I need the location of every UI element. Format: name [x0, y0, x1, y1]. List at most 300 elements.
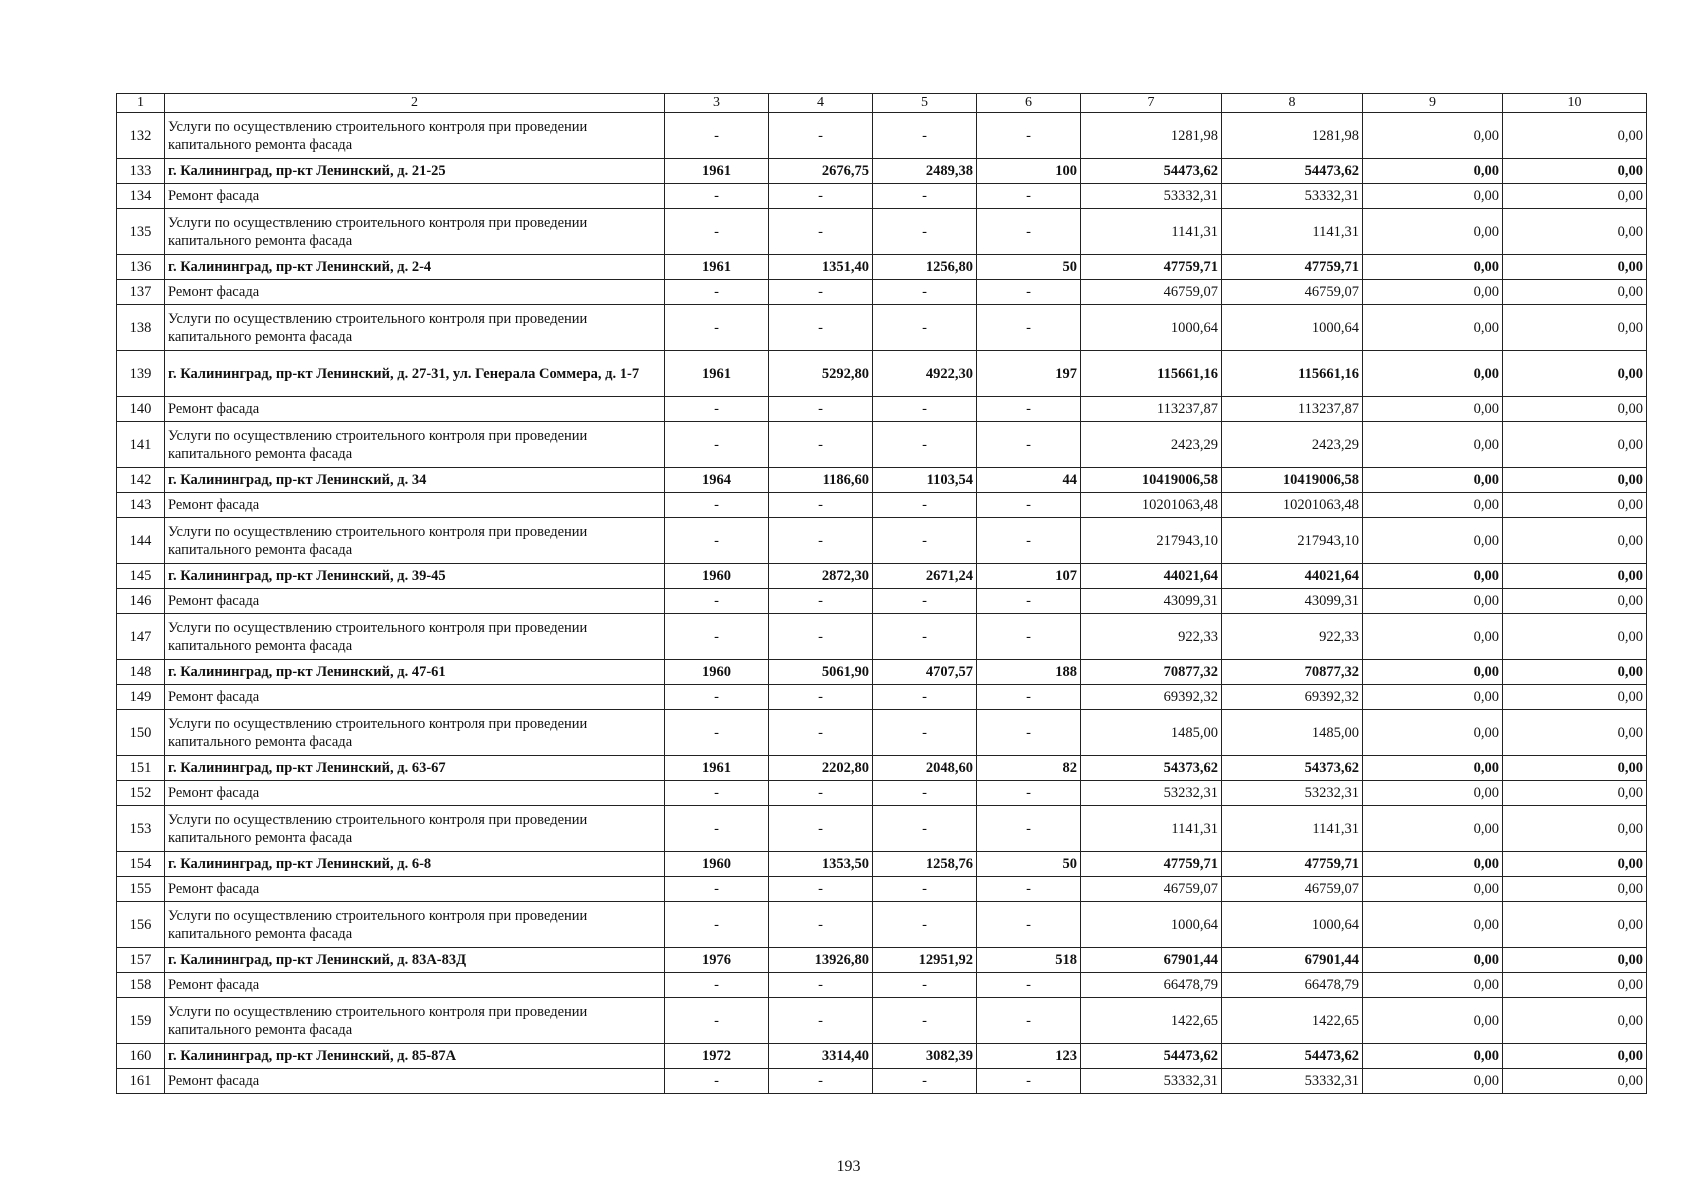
table-row	[117, 113, 1647, 159]
col8-cell: 2423,29	[1222, 422, 1363, 468]
year-cell: -	[665, 973, 769, 998]
col4-cell: 13926,80	[769, 948, 873, 973]
col10-cell: 0,00	[1503, 589, 1647, 614]
col6-cell: -	[977, 422, 1081, 468]
col8-cell: 1000,64	[1222, 902, 1363, 948]
col10-cell: 0,00	[1503, 806, 1647, 852]
col8-cell: 53332,31	[1222, 1069, 1363, 1094]
col8-cell: 1141,31	[1222, 806, 1363, 852]
name-cell: г. Калининград, пр-кт Ленинский, д. 21-25	[165, 159, 665, 184]
year-cell: -	[665, 305, 769, 351]
col6-cell: -	[977, 781, 1081, 806]
table-row	[117, 806, 1647, 852]
table-row	[117, 209, 1647, 255]
row-number-cell: 141	[117, 422, 165, 468]
col7-cell: 115661,16	[1081, 351, 1222, 397]
col9-cell: 0,00	[1363, 589, 1503, 614]
col10-cell: 0,00	[1503, 468, 1647, 493]
col5-cell: 12951,92	[873, 948, 977, 973]
col4-cell: -	[769, 518, 873, 564]
col6-cell: -	[977, 973, 1081, 998]
row-number-cell: 161	[117, 1069, 165, 1094]
page-number: 193	[836, 1158, 861, 1175]
col9-cell: 0,00	[1363, 1069, 1503, 1094]
year-cell: -	[665, 280, 769, 305]
year-cell: 1964	[665, 468, 769, 493]
name-cell: г. Калининград, пр-кт Ленинский, д. 83А-83Д	[165, 948, 665, 973]
table-row	[117, 756, 1647, 781]
col10-cell: 0,00	[1503, 948, 1647, 973]
col6-cell: -	[977, 877, 1081, 902]
col4-cell: -	[769, 685, 873, 710]
col6-cell: -	[977, 998, 1081, 1044]
col4-cell: -	[769, 806, 873, 852]
col9-cell: 0,00	[1363, 877, 1503, 902]
table-row	[117, 877, 1647, 902]
col5-cell: -	[873, 973, 977, 998]
col8-cell: 922,33	[1222, 614, 1363, 660]
col9-cell: 0,00	[1363, 184, 1503, 209]
name-cell: г. Калининград, пр-кт Ленинский, д. 2-4	[165, 255, 665, 280]
col6-cell: -	[977, 806, 1081, 852]
table-row	[117, 998, 1647, 1044]
col10-cell: 0,00	[1503, 852, 1647, 877]
col5-cell: -	[873, 209, 977, 255]
col4-cell: 2202,80	[769, 756, 873, 781]
col6-cell: 50	[977, 852, 1081, 877]
col5-cell: -	[873, 806, 977, 852]
col6-cell: 50	[977, 255, 1081, 280]
name-cell: г. Калининград, пр-кт Ленинский, д. 27-31, ул. Генерала Соммера, д. 1-7	[165, 351, 665, 397]
col4-cell: -	[769, 781, 873, 806]
col5-cell: -	[873, 493, 977, 518]
col5-cell: -	[873, 614, 977, 660]
col8-cell: 66478,79	[1222, 973, 1363, 998]
col7-cell: 1141,31	[1081, 806, 1222, 852]
col4-cell: -	[769, 589, 873, 614]
col4-cell: -	[769, 710, 873, 756]
year-cell: -	[665, 209, 769, 255]
year-cell: 1961	[665, 159, 769, 184]
col6-cell: -	[977, 589, 1081, 614]
col5-cell: -	[873, 305, 977, 351]
row-number-cell: 147	[117, 614, 165, 660]
year-cell: -	[665, 781, 769, 806]
col6-cell: -	[977, 685, 1081, 710]
col4-cell: 3314,40	[769, 1044, 873, 1069]
report-table	[116, 93, 1647, 1094]
col9-cell: 0,00	[1363, 614, 1503, 660]
col7-cell: 53332,31	[1081, 184, 1222, 209]
name-cell: г. Калининград, пр-кт Ленинский, д. 39-45	[165, 564, 665, 589]
col7-cell: 47759,71	[1081, 255, 1222, 280]
col10-cell: 0,00	[1503, 255, 1647, 280]
column-header: 8	[1222, 94, 1363, 113]
row-number-cell: 142	[117, 468, 165, 493]
name-cell: Услуги по осуществлению строительного контроля при проведении капитального ремонта фасада	[165, 209, 665, 255]
col5-cell: 2048,60	[873, 756, 977, 781]
name-cell: г. Калининград, пр-кт Ленинский, д. 63-67	[165, 756, 665, 781]
col8-cell: 1281,98	[1222, 113, 1363, 159]
column-header: 6	[977, 94, 1081, 113]
col4-cell: 2872,30	[769, 564, 873, 589]
column-header: 1	[117, 94, 165, 113]
col10-cell: 0,00	[1503, 902, 1647, 948]
col7-cell: 1422,65	[1081, 998, 1222, 1044]
name-cell: Ремонт фасада	[165, 685, 665, 710]
col5-cell: -	[873, 1069, 977, 1094]
name-cell: Услуги по осуществлению строительного контроля при проведении капитального ремонта фасада	[165, 113, 665, 159]
column-header: 2	[165, 94, 665, 113]
col10-cell: 0,00	[1503, 614, 1647, 660]
col10-cell: 0,00	[1503, 113, 1647, 159]
col10-cell: 0,00	[1503, 660, 1647, 685]
row-number-cell: 145	[117, 564, 165, 589]
row-number-cell: 152	[117, 781, 165, 806]
col7-cell: 113237,87	[1081, 397, 1222, 422]
col4-cell: -	[769, 902, 873, 948]
col5-cell: -	[873, 589, 977, 614]
col9-cell: 0,00	[1363, 280, 1503, 305]
table-row	[117, 660, 1647, 685]
year-cell: -	[665, 710, 769, 756]
name-cell: г. Калининград, пр-кт Ленинский, д. 47-61	[165, 660, 665, 685]
column-number-header-row	[117, 94, 1647, 113]
col5-cell: -	[873, 280, 977, 305]
col7-cell: 46759,07	[1081, 877, 1222, 902]
row-number-cell: 146	[117, 589, 165, 614]
col7-cell: 1141,31	[1081, 209, 1222, 255]
year-cell: -	[665, 998, 769, 1044]
table-row	[117, 564, 1647, 589]
col10-cell: 0,00	[1503, 756, 1647, 781]
table-row	[117, 184, 1647, 209]
col10-cell: 0,00	[1503, 518, 1647, 564]
col9-cell: 0,00	[1363, 113, 1503, 159]
table-row	[117, 422, 1647, 468]
table-row	[117, 159, 1647, 184]
name-cell: г. Калининград, пр-кт Ленинский, д. 6-8	[165, 852, 665, 877]
name-cell: Ремонт фасада	[165, 1069, 665, 1094]
col9-cell: 0,00	[1363, 468, 1503, 493]
col5-cell: -	[873, 184, 977, 209]
col8-cell: 10201063,48	[1222, 493, 1363, 518]
col7-cell: 66478,79	[1081, 973, 1222, 998]
col6-cell: -	[977, 113, 1081, 159]
row-number-cell: 154	[117, 852, 165, 877]
col10-cell: 0,00	[1503, 710, 1647, 756]
col4-cell: -	[769, 397, 873, 422]
col5-cell: -	[873, 998, 977, 1044]
row-number-cell: 137	[117, 280, 165, 305]
year-cell: 1972	[665, 1044, 769, 1069]
col4-cell: -	[769, 877, 873, 902]
col8-cell: 115661,16	[1222, 351, 1363, 397]
col7-cell: 217943,10	[1081, 518, 1222, 564]
year-cell: -	[665, 422, 769, 468]
col8-cell: 47759,71	[1222, 255, 1363, 280]
col8-cell: 53232,31	[1222, 781, 1363, 806]
col9-cell: 0,00	[1363, 710, 1503, 756]
col6-cell: -	[977, 493, 1081, 518]
year-cell: -	[665, 113, 769, 159]
row-number-cell: 139	[117, 351, 165, 397]
col8-cell: 53332,31	[1222, 184, 1363, 209]
col9-cell: 0,00	[1363, 660, 1503, 685]
col10-cell: 0,00	[1503, 781, 1647, 806]
col9-cell: 0,00	[1363, 948, 1503, 973]
col10-cell: 0,00	[1503, 685, 1647, 710]
col8-cell: 1485,00	[1222, 710, 1363, 756]
col8-cell: 54473,62	[1222, 1044, 1363, 1069]
col10-cell: 0,00	[1503, 1069, 1647, 1094]
year-cell: -	[665, 1069, 769, 1094]
col10-cell: 0,00	[1503, 877, 1647, 902]
year-cell: -	[665, 397, 769, 422]
name-cell: г. Калининград, пр-кт Ленинский, д. 85-87А	[165, 1044, 665, 1069]
table-row	[117, 902, 1647, 948]
col5-cell: -	[873, 518, 977, 564]
row-number-cell: 143	[117, 493, 165, 518]
col4-cell: -	[769, 998, 873, 1044]
row-number-cell: 150	[117, 710, 165, 756]
col4-cell: -	[769, 113, 873, 159]
row-number-cell: 153	[117, 806, 165, 852]
name-cell: Услуги по осуществлению строительного контроля при проведении капитального ремонта фасада	[165, 806, 665, 852]
year-cell: -	[665, 184, 769, 209]
col9-cell: 0,00	[1363, 973, 1503, 998]
col6-cell: -	[977, 397, 1081, 422]
col10-cell: 0,00	[1503, 397, 1647, 422]
col7-cell: 54473,62	[1081, 1044, 1222, 1069]
col5-cell: 1103,54	[873, 468, 977, 493]
name-cell: Услуги по осуществлению строительного контроля при проведении капитального ремонта фасада	[165, 710, 665, 756]
row-number-cell: 140	[117, 397, 165, 422]
col9-cell: 0,00	[1363, 209, 1503, 255]
col6-cell: -	[977, 902, 1081, 948]
col4-cell: -	[769, 280, 873, 305]
col7-cell: 54373,62	[1081, 756, 1222, 781]
col5-cell: 4707,57	[873, 660, 977, 685]
col9-cell: 0,00	[1363, 422, 1503, 468]
row-number-cell: 157	[117, 948, 165, 973]
col9-cell: 0,00	[1363, 255, 1503, 280]
table-row	[117, 305, 1647, 351]
col4-cell: -	[769, 422, 873, 468]
year-cell: 1961	[665, 756, 769, 781]
col8-cell: 46759,07	[1222, 877, 1363, 902]
col6-cell: -	[977, 710, 1081, 756]
col8-cell: 70877,32	[1222, 660, 1363, 685]
table-row	[117, 255, 1647, 280]
col7-cell: 1485,00	[1081, 710, 1222, 756]
col5-cell: -	[873, 685, 977, 710]
row-number-cell: 136	[117, 255, 165, 280]
col6-cell: -	[977, 184, 1081, 209]
row-number-cell: 138	[117, 305, 165, 351]
col9-cell: 0,00	[1363, 305, 1503, 351]
year-cell: 1976	[665, 948, 769, 973]
year-cell: -	[665, 589, 769, 614]
col9-cell: 0,00	[1363, 806, 1503, 852]
column-header: 9	[1363, 94, 1503, 113]
table-row	[117, 614, 1647, 660]
col9-cell: 0,00	[1363, 159, 1503, 184]
col7-cell: 53232,31	[1081, 781, 1222, 806]
col7-cell: 47759,71	[1081, 852, 1222, 877]
col9-cell: 0,00	[1363, 518, 1503, 564]
col8-cell: 10419006,58	[1222, 468, 1363, 493]
col4-cell: -	[769, 614, 873, 660]
col6-cell: 518	[977, 948, 1081, 973]
col8-cell: 43099,31	[1222, 589, 1363, 614]
table-row	[117, 973, 1647, 998]
col7-cell: 44021,64	[1081, 564, 1222, 589]
col7-cell: 54473,62	[1081, 159, 1222, 184]
name-cell: Услуги по осуществлению строительного контроля при проведении капитального ремонта фасада	[165, 998, 665, 1044]
col9-cell: 0,00	[1363, 1044, 1503, 1069]
col7-cell: 922,33	[1081, 614, 1222, 660]
col7-cell: 1281,98	[1081, 113, 1222, 159]
year-cell: -	[665, 806, 769, 852]
table-row	[117, 781, 1647, 806]
col8-cell: 54473,62	[1222, 159, 1363, 184]
col5-cell: -	[873, 397, 977, 422]
column-header: 10	[1503, 94, 1647, 113]
col9-cell: 0,00	[1363, 397, 1503, 422]
col7-cell: 2423,29	[1081, 422, 1222, 468]
row-number-cell: 151	[117, 756, 165, 781]
col9-cell: 0,00	[1363, 564, 1503, 589]
col10-cell: 0,00	[1503, 184, 1647, 209]
col7-cell: 67901,44	[1081, 948, 1222, 973]
table-row	[117, 518, 1647, 564]
year-cell: 1960	[665, 564, 769, 589]
col7-cell: 1000,64	[1081, 902, 1222, 948]
col10-cell: 0,00	[1503, 159, 1647, 184]
col7-cell: 43099,31	[1081, 589, 1222, 614]
row-number-cell: 156	[117, 902, 165, 948]
name-cell: Ремонт фасада	[165, 877, 665, 902]
year-cell: -	[665, 685, 769, 710]
col4-cell: -	[769, 305, 873, 351]
name-cell: Услуги по осуществлению строительного контроля при проведении капитального ремонта фасада	[165, 902, 665, 948]
row-number-cell: 160	[117, 1044, 165, 1069]
table-row	[117, 948, 1647, 973]
col10-cell: 0,00	[1503, 305, 1647, 351]
table-body	[117, 113, 1647, 1094]
col4-cell: 1353,50	[769, 852, 873, 877]
table-row	[117, 589, 1647, 614]
col8-cell: 54373,62	[1222, 756, 1363, 781]
col9-cell: 0,00	[1363, 756, 1503, 781]
col5-cell: -	[873, 781, 977, 806]
col10-cell: 0,00	[1503, 493, 1647, 518]
year-cell: 1960	[665, 660, 769, 685]
col8-cell: 217943,10	[1222, 518, 1363, 564]
col7-cell: 10201063,48	[1081, 493, 1222, 518]
name-cell: г. Калининград, пр-кт Ленинский, д. 34	[165, 468, 665, 493]
col8-cell: 47759,71	[1222, 852, 1363, 877]
col5-cell: 1258,76	[873, 852, 977, 877]
name-cell: Услуги по осуществлению строительного контроля при проведении капитального ремонта фасада	[165, 518, 665, 564]
row-number-cell: 159	[117, 998, 165, 1044]
col8-cell: 1422,65	[1222, 998, 1363, 1044]
col6-cell: -	[977, 518, 1081, 564]
name-cell: Ремонт фасада	[165, 397, 665, 422]
name-cell: Ремонт фасада	[165, 589, 665, 614]
col6-cell: 82	[977, 756, 1081, 781]
table-row	[117, 1069, 1647, 1094]
col7-cell: 46759,07	[1081, 280, 1222, 305]
col9-cell: 0,00	[1363, 781, 1503, 806]
col10-cell: 0,00	[1503, 209, 1647, 255]
col4-cell: 2676,75	[769, 159, 873, 184]
name-cell: Ремонт фасада	[165, 493, 665, 518]
col6-cell: -	[977, 1069, 1081, 1094]
col5-cell: -	[873, 902, 977, 948]
col6-cell: -	[977, 305, 1081, 351]
col5-cell: -	[873, 113, 977, 159]
col5-cell: -	[873, 710, 977, 756]
table-row	[117, 1044, 1647, 1069]
col4-cell: -	[769, 1069, 873, 1094]
col10-cell: 0,00	[1503, 564, 1647, 589]
col4-cell: -	[769, 973, 873, 998]
col8-cell: 46759,07	[1222, 280, 1363, 305]
row-number-cell: 149	[117, 685, 165, 710]
col5-cell: 1256,80	[873, 255, 977, 280]
column-header: 5	[873, 94, 977, 113]
col4-cell: 5061,90	[769, 660, 873, 685]
col8-cell: 1141,31	[1222, 209, 1363, 255]
year-cell: -	[665, 518, 769, 564]
column-header: 3	[665, 94, 769, 113]
column-header: 7	[1081, 94, 1222, 113]
col9-cell: 0,00	[1363, 902, 1503, 948]
row-number-cell: 155	[117, 877, 165, 902]
col5-cell: 3082,39	[873, 1044, 977, 1069]
table-row	[117, 685, 1647, 710]
col7-cell: 10419006,58	[1081, 468, 1222, 493]
year-cell: 1960	[665, 852, 769, 877]
name-cell: Услуги по осуществлению строительного контроля при проведении капитального ремонта фасада	[165, 422, 665, 468]
col10-cell: 0,00	[1503, 280, 1647, 305]
year-cell: -	[665, 877, 769, 902]
name-cell: Услуги по осуществлению строительного контроля при проведении капитального ремонта фасада	[165, 614, 665, 660]
row-number-cell: 133	[117, 159, 165, 184]
name-cell: Услуги по осуществлению строительного контроля при проведении капитального ремонта фасада	[165, 305, 665, 351]
col8-cell: 67901,44	[1222, 948, 1363, 973]
col6-cell: 107	[977, 564, 1081, 589]
col5-cell: 2489,38	[873, 159, 977, 184]
row-number-cell: 132	[117, 113, 165, 159]
table-row	[117, 852, 1647, 877]
col10-cell: 0,00	[1503, 998, 1647, 1044]
col4-cell: 1351,40	[769, 255, 873, 280]
col6-cell: -	[977, 614, 1081, 660]
col6-cell: 188	[977, 660, 1081, 685]
col10-cell: 0,00	[1503, 1044, 1647, 1069]
col4-cell: -	[769, 493, 873, 518]
col6-cell: -	[977, 280, 1081, 305]
col9-cell: 0,00	[1363, 852, 1503, 877]
name-cell: Ремонт фасада	[165, 973, 665, 998]
year-cell: -	[665, 493, 769, 518]
col7-cell: 69392,32	[1081, 685, 1222, 710]
col5-cell: -	[873, 422, 977, 468]
row-number-cell: 135	[117, 209, 165, 255]
